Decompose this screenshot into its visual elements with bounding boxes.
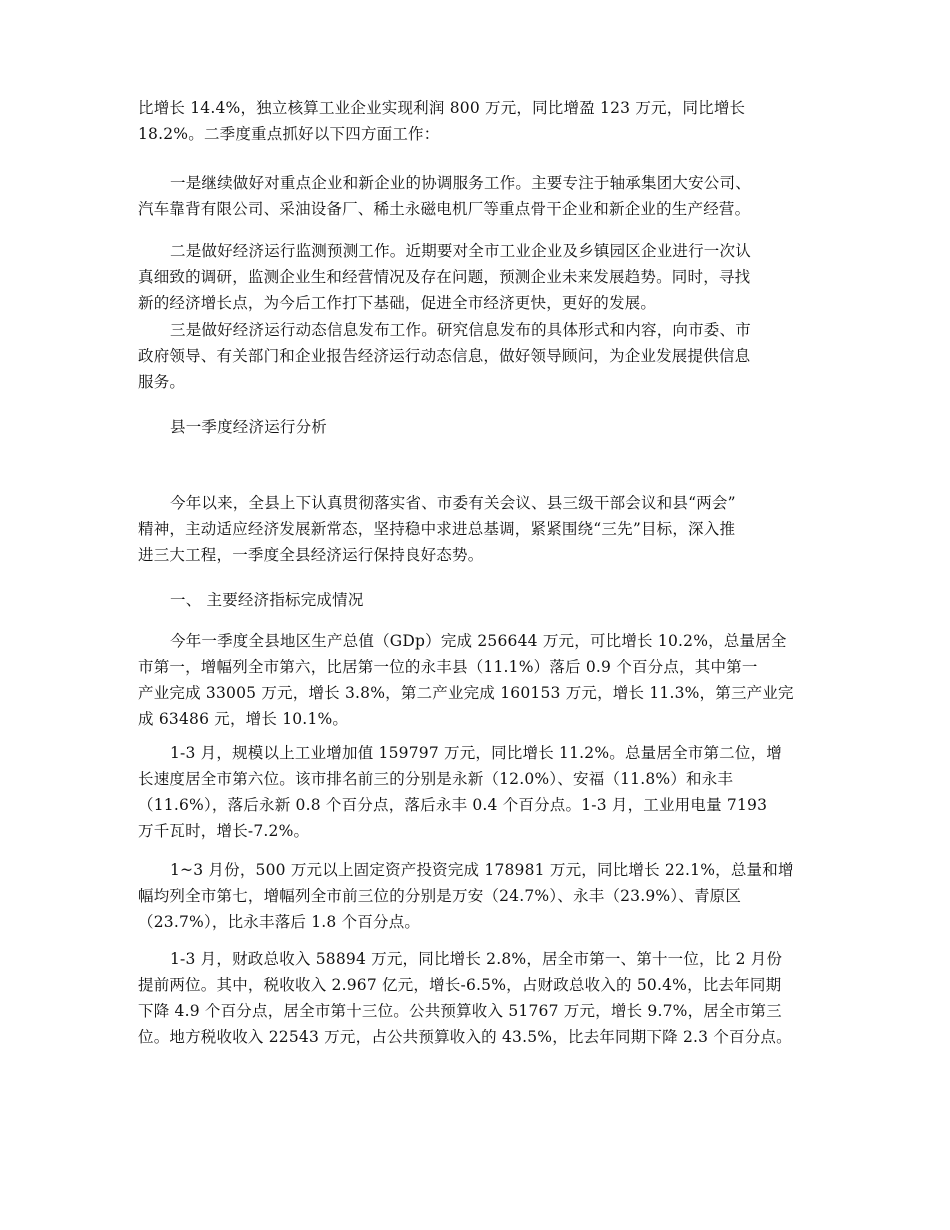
paragraph-line: 服务。	[138, 373, 186, 391]
paragraph-line: 1~3 月份，500 万元以上固定资产投资完成 178981 万元，同比增长 22.1%，总量和增	[170, 861, 794, 879]
paragraph	[138, 238, 828, 316]
paragraph-line: 万千瓦时，增长-7.2%。	[138, 822, 310, 840]
paragraph	[138, 857, 828, 935]
paragraph-line: 1-3 月，财政总收入 58894 万元，同比增长 2.8%，居全市第一、第十一位，比 2 月份	[170, 950, 783, 968]
paragraph-line: 今年以来，全县上下认真贯彻落实省、市委有关会议、县三级干部会议和县“两会”	[170, 494, 736, 512]
paragraph	[138, 740, 828, 844]
paragraph	[138, 414, 828, 440]
paragraph-line: 真细致的调研，监测企业生和经营情况及存在问题，预测企业未来发展趋势。同时，寻找	[138, 268, 751, 286]
paragraph-line: 进三大工程，一季度全县经济运行保持良好态势。	[138, 546, 484, 564]
paragraph-line: 市第一，增幅列全市第六，比居第一位的永丰县（11.1%）落后 0.9 个百分点，其中第一	[138, 658, 758, 676]
paragraph-line: 比增长 14.4%，独立核算工业企业实现利润 800 万元，同比增盈 123 万元，同比增长	[138, 99, 746, 117]
paragraph-line: 政府领导、有关部门和企业报告经济运行动态信息，做好领导顾问，为企业发展提供信息	[138, 347, 751, 365]
paragraph	[138, 946, 828, 1050]
paragraph-line: 产业完成 33005 万元，增长 3.8%，第二产业完成 160153 万元，增长 11.3%，第三产业完	[138, 684, 794, 702]
paragraph-line: 位。地方税收收入 22543 万元，占公共预算收入的 43.5%，比去年同期下降 2.3 个百分点。	[138, 1028, 792, 1046]
paragraph	[138, 628, 828, 732]
paragraph-line: 提前两位。其中，税收收入 2.967 亿元，增长-6.5%，占财政总收入的 50.4%，比去年同期	[138, 976, 782, 994]
paragraph-line: 精神，主动适应经济发展新常态，坚持稳中求进总基调，紧紧围绕“三先”目标，深入推	[138, 520, 736, 538]
paragraph-line: 今年一季度全县地区生产总值（GDp）完成 256644 万元，可比增长 10.2%，总量居全	[170, 632, 787, 650]
paragraph	[138, 317, 828, 395]
paragraph-line: （11.6%），落后永新 0.8 个百分点，落后永丰 0.4 个百分点。1-3 月，工业用电量 7193	[138, 796, 768, 814]
paragraph-line: 幅均列全市第七，增幅列全市前三位的分别是万安（24.7%）、永丰（23.9%）、青原区	[138, 887, 742, 905]
paragraph	[138, 95, 828, 147]
paragraph-line: 下降 4.9 个百分点，居全市第十三位。公共预算收入 51767 万元，增长 9.7%，居全市第三	[138, 1002, 782, 1020]
paragraph-line: 汽车靠背有限公司、采油设备厂、稀土永磁电机厂等重点骨干企业和新企业的生产经营。	[138, 200, 751, 218]
paragraph	[138, 490, 828, 568]
paragraph-line: 长速度居全市第六位。该市排名前三的分别是永新（12.0%）、安福（11.8%）和永丰	[138, 770, 734, 788]
paragraph-line: 二是做好经济运行监测预测工作。近期要对全市工业企业及乡镇园区企业进行一次认	[170, 242, 751, 260]
paragraph	[138, 170, 828, 222]
paragraph-line: （23.7%），比永丰落后 1.8 个百分点。	[138, 913, 421, 931]
paragraph-line: 新的经济增长点，为今后工作打下基础，促进全市经济更快，更好的发展。	[138, 294, 657, 312]
paragraph-line: 1-3 月，规模以上工业增加值 159797 万元，同比增长 11.2%。总量居全市第二位，增	[170, 744, 782, 762]
paragraph-line: 18.2%。二季度重点抓好以下四方面工作：	[138, 125, 440, 143]
paragraph-line: 一、 主要经济指标完成情况	[170, 591, 364, 609]
paragraph	[138, 587, 828, 613]
paragraph-line: 一是继续做好对重点企业和新企业的协调服务工作。主要专注于轴承集团大安公司、	[170, 174, 751, 192]
paragraph-line: 成 63486 元，增长 10.1%。	[138, 710, 349, 728]
paragraph-line: 三是做好经济运行动态信息发布工作。研究信息发布的具体形式和内容，向市委、市	[170, 321, 751, 339]
paragraph-line: 县一季度经济运行分析	[170, 418, 328, 436]
